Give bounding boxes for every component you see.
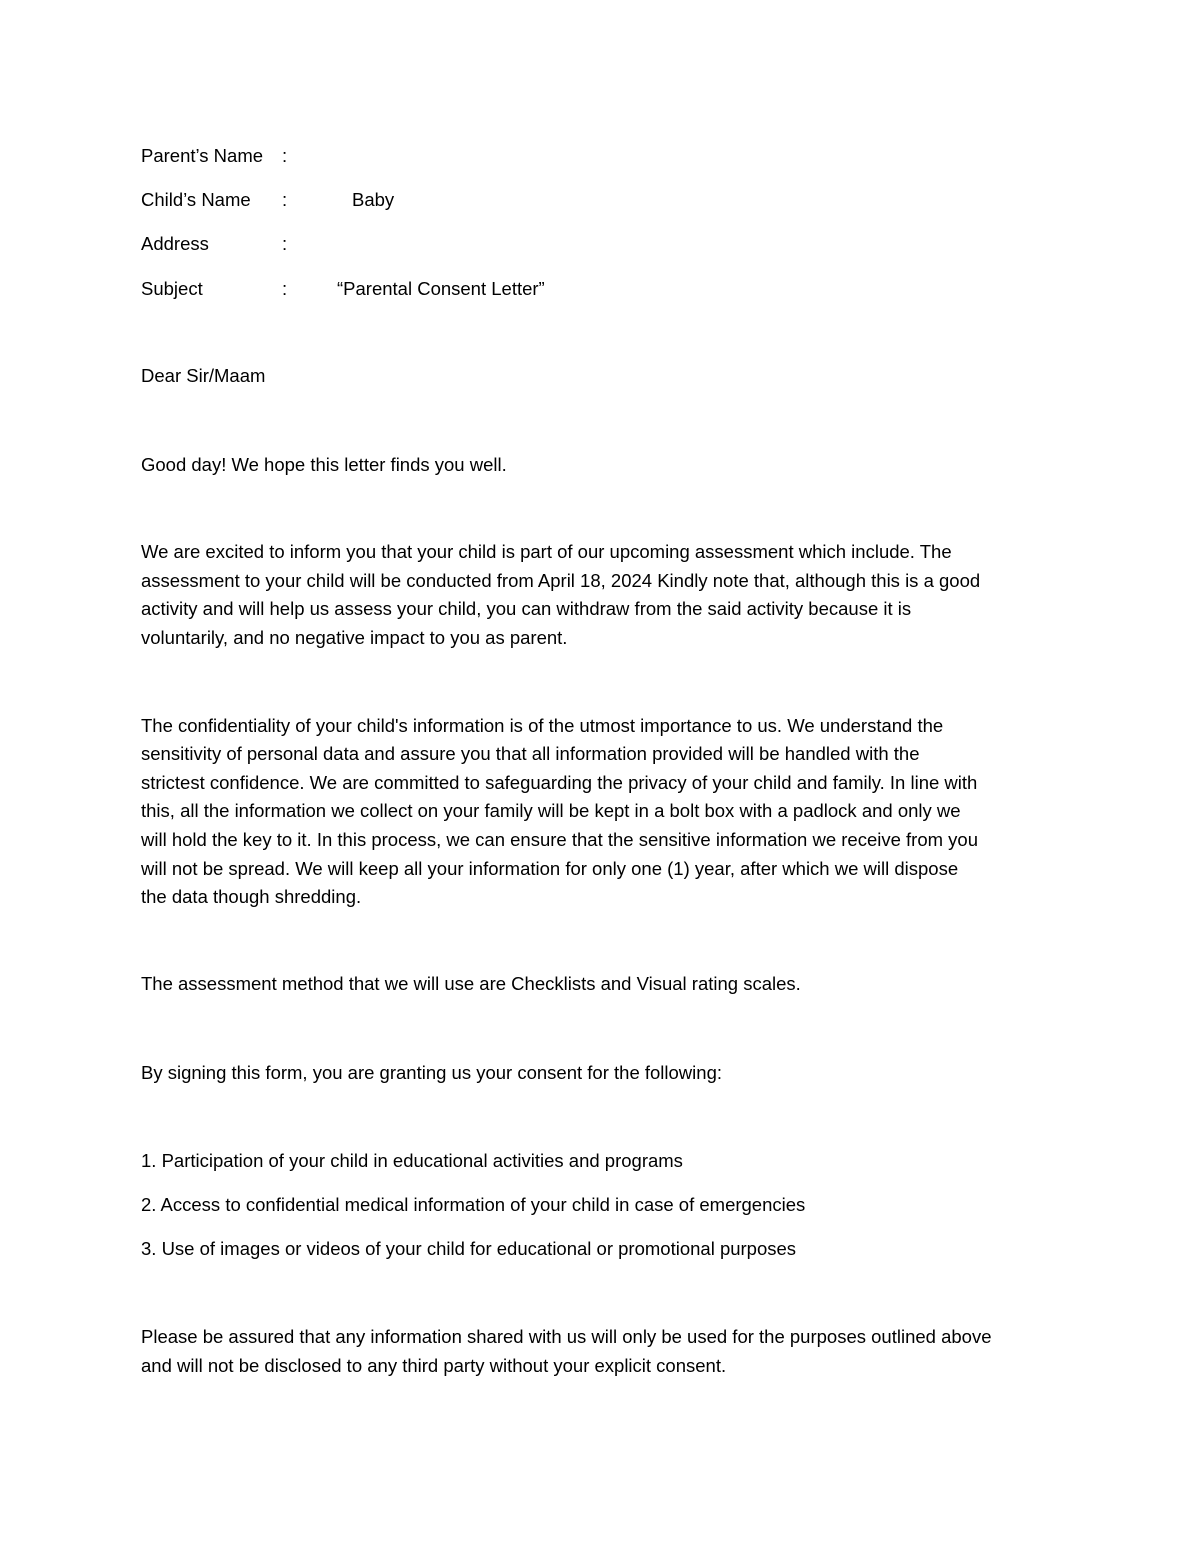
subject-value: “Parental Consent Letter” bbox=[337, 278, 545, 299]
parent-name-label: Parent’s Name bbox=[141, 145, 264, 166]
consent-list-item: 1. Participation of your child in educational activities and programs bbox=[141, 1150, 683, 1171]
child-name-value: Baby bbox=[352, 189, 395, 210]
closing-paragraph-line: Please be assured that any information shared with us will only be used for the purposes outlined above bbox=[141, 1326, 992, 1347]
assessment-paragraph-line: assessment to your child will be conducted from April 18, 2024 Kindly note that, although this is a good bbox=[141, 570, 981, 591]
consent-intro: By signing this form, you are granting us your consent for the following: bbox=[141, 1062, 722, 1083]
salutation: Dear Sir/Maam bbox=[141, 365, 266, 386]
subject-colon: : bbox=[282, 278, 288, 299]
consent-list-item: 2. Access to confidential medical information of your child in case of emergencies bbox=[141, 1194, 806, 1215]
consent-list-item: 3. Use of images or videos of your child for educational or promotional purposes bbox=[141, 1238, 797, 1259]
subject-label: Subject bbox=[141, 278, 203, 299]
confidentiality-paragraph-line: will not be spread. We will keep all your information for only one (1) year, after which we will dispose bbox=[141, 858, 959, 879]
confidentiality-paragraph-line: strictest confidence. We are committed to safeguarding the privacy of your child and family. In line with bbox=[141, 772, 978, 793]
address-colon: : bbox=[282, 233, 288, 254]
child-name-label: Child’s Name bbox=[141, 189, 251, 210]
assessment-paragraph-line: activity and will help us assess your child, you can withdraw from the said activity because it is bbox=[141, 598, 912, 619]
closing-paragraph-line: and will not be disclosed to any third party without your explicit consent. bbox=[141, 1355, 727, 1376]
greeting: Good day! We hope this letter finds you well. bbox=[141, 454, 507, 475]
confidentiality-paragraph-line: the data though shredding. bbox=[141, 886, 362, 907]
confidentiality-paragraph-line: The confidentiality of your child's information is of the utmost importance to us. We understand the bbox=[141, 715, 944, 736]
child-name-colon: : bbox=[282, 189, 288, 210]
assessment-paragraph-line: We are excited to inform you that your child is part of our upcoming assessment which include. The bbox=[141, 541, 952, 562]
assessment-paragraph-line: voluntarily, and no negative impact to you as parent. bbox=[141, 627, 568, 648]
confidentiality-paragraph-line: this, all the information we collect on your family will be kept in a bolt box with a padlock and only we bbox=[141, 800, 961, 821]
confidentiality-paragraph-line: sensitivity of personal data and assure you that all information provided will be handled with the bbox=[141, 743, 920, 764]
address-label: Address bbox=[141, 233, 209, 254]
confidentiality-paragraph-line: will hold the key to it. In this process, we can ensure that the sensitive information we receive from you bbox=[141, 829, 979, 850]
parent-name-colon: : bbox=[282, 145, 288, 166]
assessment-method-sentence: The assessment method that we will use are Checklists and Visual rating scales. bbox=[141, 973, 801, 994]
